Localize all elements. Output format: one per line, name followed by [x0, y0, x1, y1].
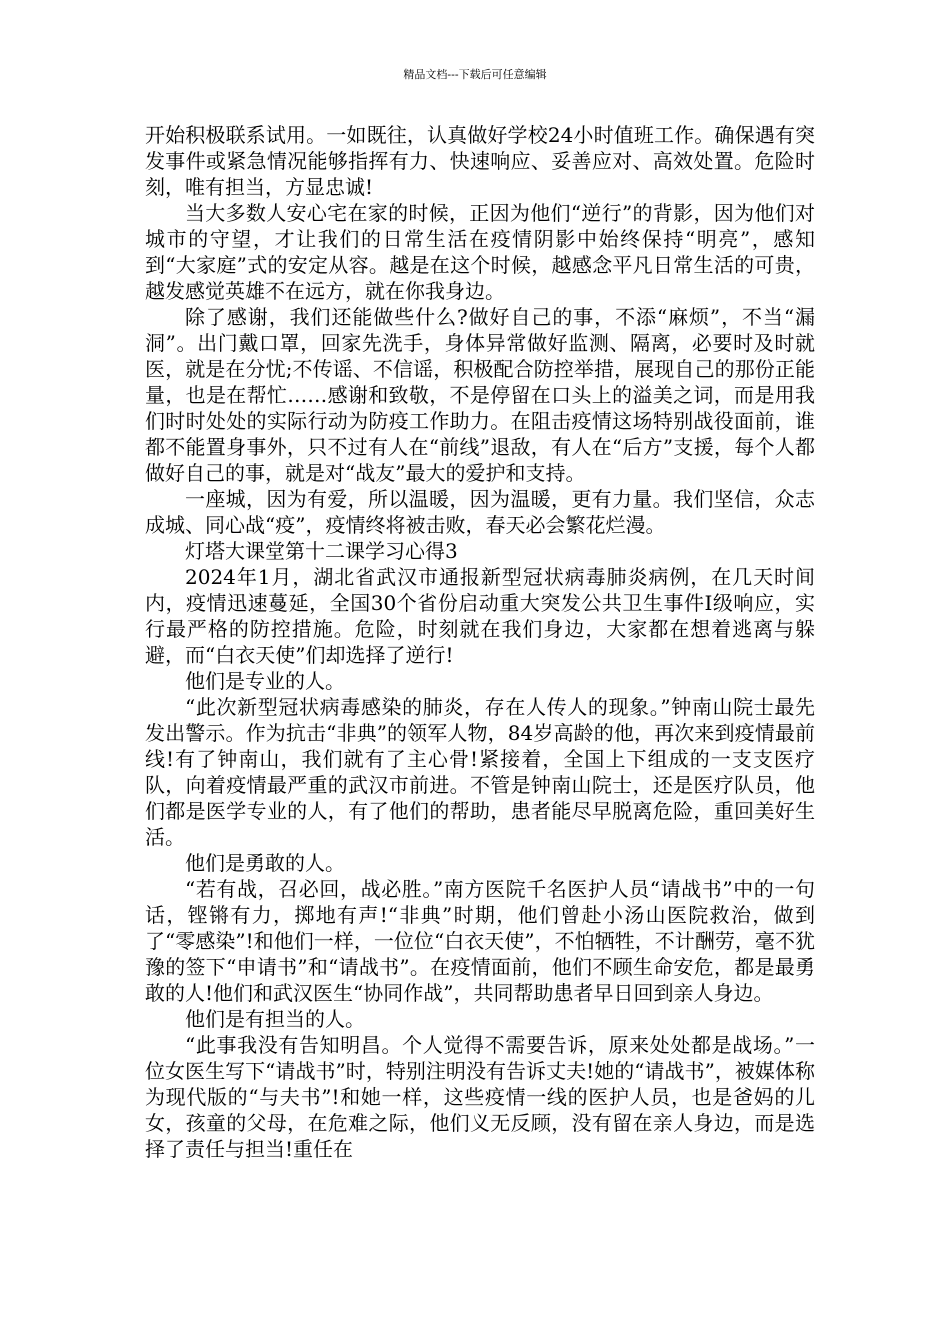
- paragraph: 开始积极联系试用。一如既往，认真做好学校24小时值班工作。确保遇有突发事件或紧急情况能够指挥有力、快速响应、妥善应对、高效处置。危险时刻，唯有担当，方显忠诚!: [145, 123, 815, 199]
- paragraph: 他们是勇敢的人。: [185, 851, 345, 875]
- paragraph: 他们是有担当的人。: [185, 1007, 365, 1031]
- section-heading: 灯塔大课堂第十二课学习心得3: [185, 539, 458, 563]
- paragraph: 除了感谢，我们还能做些什么?做好自己的事，不添“麻烦”，不当“漏洞”。出门戴口罩，回家先洗手，身体异常做好监测、隔离，必要时及时就医，就是在分忧;不传谣、不信谣，积极配合防控举措，展现自己的那份正能量，也是在帮忙……感谢和致敬，不是停留在口头上的溢美之词，而是用我们时时处处的实际行动为防疫工作助力。在阻击疫情这场特别战役面前，谁都不能置身事外，只不过有人在“前线”退敌，有人在“后方”支援，每个人都做好自己的事，就是对“战友”最大的爱护和支持。: [145, 305, 815, 485]
- paragraph: 2024年1月，湖北省武汉市通报新型冠状病毒肺炎病例，在几天时间内，疫情迅速蔓延，全国30个省份启动重大突发公共卫生事件Ⅰ级响应，实行最严格的防控措施。危险，时刻就在我们身边，大家都在想着逃离与躲避，而“白衣天使”们却选择了逆行!: [145, 565, 815, 667]
- paragraph: “若有战，召必回，战必胜。”南方医院千名医护人员“请战书”中的一句话，铿锵有力，掷地有声!“非典”时期，他们曾赴小汤山医院救治，做到了“零感染”!和他们一样，一位位“白衣天使”，不怕牺牲，不计酬劳，毫不犹豫的签下“申请书”和“请战书”。在疫情面前，他们不顾生命安危，都是最勇敢的人!他们和武汉医生“协同作战”，共同帮助患者早日回到亲人身边。: [145, 877, 815, 1005]
- paragraph: “此事我没有告知明昌。个人觉得不需要告诉，原来处处都是战场。”一位女医生写下“请战书”时，特别注明没有告诉丈夫!她的“请战书”，被媒体称为现代版的“与夫书”!和她一样，这些疫情一线的医护人员，也是爸妈的儿女，孩童的父母，在危难之际，他们义无反顾，没有留在亲人身边，而是选择了责任与担当!重任在: [145, 1033, 815, 1161]
- paragraph: 他们是专业的人。: [185, 669, 345, 693]
- paragraph: 一座城，因为有爱，所以温暖，因为温暖，更有力量。我们坚信，众志成城、同心战“疫”，疫情终将被击败，春天必会繁花烂漫。: [145, 487, 815, 537]
- document-body: [145, 122, 815, 1162]
- paragraph: “此次新型冠状病毒感染的肺炎，存在人传人的现象。”钟南山院士最先发出警示。作为抗击“非典”的领军人物，84岁高龄的他，再次来到疫情最前线!有了钟南山，我们就有了主心骨!紧接着，全国上下组成的一支支医疗队，向着疫情最严重的武汉市前进。不管是钟南山院士，还是医疗队员，他们都是医学专业的人，有了他们的帮助，患者能尽早脱离危险，重回美好生活。: [145, 695, 815, 849]
- page-header: 精品文档---下载后可任意编辑: [403, 68, 547, 81]
- paragraph: 当大多数人安心宅在家的时候，正因为他们“逆行”的背影，因为他们对城市的守望，才让我们的日常生活在疫情阴影中始终保持“明亮”，感知到“大家庭”式的安定从容。越是在这个时候，越感念平凡日常生活的可贵，越发感觉英雄不在远方，就在你我身边。: [145, 201, 815, 303]
